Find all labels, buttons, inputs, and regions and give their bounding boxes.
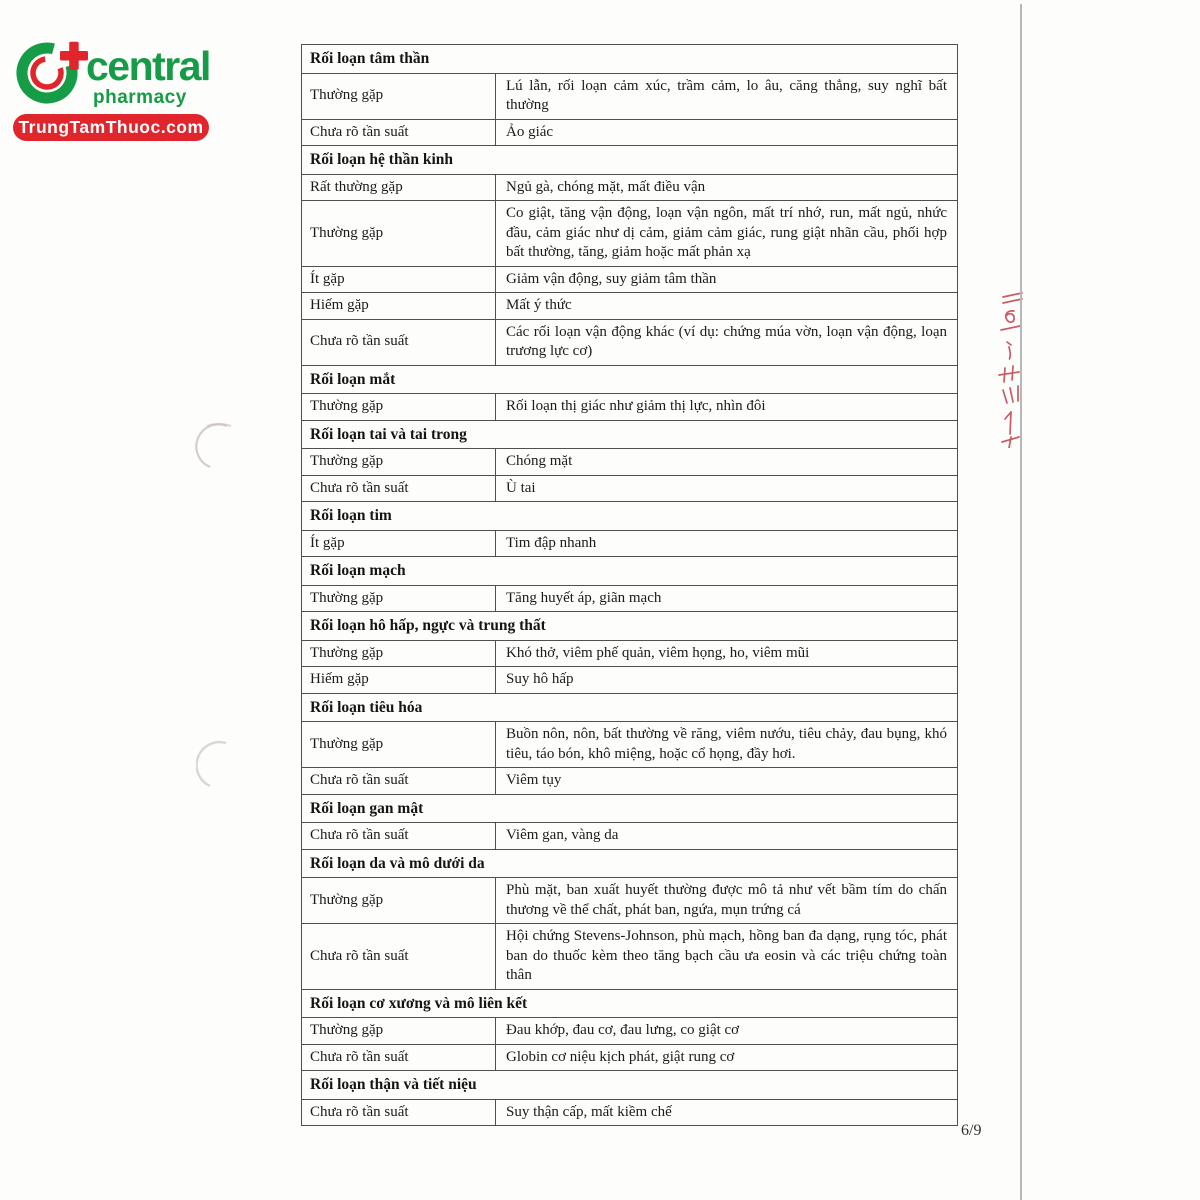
- table-row: [302, 266, 958, 293]
- table-row: [302, 530, 958, 557]
- frequency-cell: Thường gặp: [302, 640, 496, 667]
- frequency-cell: Thường gặp: [302, 449, 496, 476]
- description-cell: Đau khớp, đau cơ, đau lưng, co giật cơ: [496, 1018, 958, 1045]
- description-cell: Mất ý thức: [496, 293, 958, 320]
- section-title: Rối loạn mắt: [302, 365, 958, 394]
- table-row: [302, 768, 958, 795]
- section-title: Rối loạn tiêu hóa: [302, 693, 958, 722]
- section-header-row: [302, 612, 958, 641]
- description-cell: Globin cơ niệu kịch phát, giật rung cơ: [496, 1044, 958, 1071]
- description-cell: Chóng mặt: [496, 449, 958, 476]
- section-header-row: [302, 502, 958, 531]
- logo-website-badge: TrungTamThuoc.com: [13, 114, 209, 141]
- plus-icon: [60, 42, 88, 70]
- section-header-row: [302, 693, 958, 722]
- frequency-cell: Hiếm gặp: [302, 293, 496, 320]
- section-header-row: [302, 45, 958, 74]
- hole-punch-mark-top: [194, 420, 238, 472]
- frequency-cell: Thường gặp: [302, 73, 496, 119]
- description-cell: Tăng huyết áp, giãn mạch: [496, 585, 958, 612]
- section-header-row: [302, 849, 958, 878]
- frequency-cell: Chưa rõ tần suất: [302, 475, 496, 502]
- section-header-row: [302, 420, 958, 449]
- frequency-cell: Ít gặp: [302, 266, 496, 293]
- frequency-cell: Chưa rõ tần suất: [302, 119, 496, 146]
- description-cell: Suy thận cấp, mất kiềm chế: [496, 1099, 958, 1126]
- description-cell: Buồn nôn, nôn, bất thường về răng, viêm nướu, tiêu chảy, đau bụng, khó tiêu, táo bón, khô miệng, hoặc cổ họng, đầy hơi.: [496, 722, 958, 768]
- section-header-row: [302, 365, 958, 394]
- description-cell: Hội chứng Stevens-Johnson, phù mạch, hồng ban đa dạng, rụng tóc, phát ban do thuốc kèm theo tăng bạch cầu ưa eosin và các triệu chứng toàn thân: [496, 924, 958, 990]
- section-title: Rối loạn tim: [302, 502, 958, 531]
- table-row: [302, 475, 958, 502]
- table-row: [302, 823, 958, 850]
- section-title: Rối loạn gan mật: [302, 794, 958, 823]
- table-row: [302, 319, 958, 365]
- frequency-cell: Hiếm gặp: [302, 667, 496, 694]
- logo-tagline-text: pharmacy: [93, 87, 187, 108]
- table-row: [302, 119, 958, 146]
- table-row: [302, 1099, 958, 1126]
- page-number: 6/9: [961, 1122, 982, 1139]
- description-cell: Ù tai: [496, 475, 958, 502]
- description-cell: Phù mặt, ban xuất huyết thường được mô tả như vết bầm tím do chấn thương về thể chất, phát ban, ngứa, mụn trứng cá: [496, 878, 958, 924]
- description-cell: Giảm vận động, suy giảm tâm thần: [496, 266, 958, 293]
- frequency-cell: Thường gặp: [302, 394, 496, 421]
- frequency-cell: Chưa rõ tần suất: [302, 1044, 496, 1071]
- table-row: [302, 640, 958, 667]
- central-pharmacy-logo: [0, 0, 230, 160]
- adverse-effects-table: [301, 44, 958, 1126]
- section-title: Rối loạn tai và tai trong: [302, 420, 958, 449]
- frequency-cell: Thường gặp: [302, 1018, 496, 1045]
- logo-brand-text: central: [86, 43, 210, 89]
- section-title: Rối loạn hệ thần kinh: [302, 146, 958, 175]
- frequency-cell: Chưa rõ tần suất: [302, 768, 496, 795]
- page-edge-line: [1020, 4, 1022, 1200]
- section-title: Rối loạn tâm thần: [302, 45, 958, 74]
- description-cell: Tim đập nhanh: [496, 530, 958, 557]
- description-cell: Co giật, tăng vận động, loạn vận ngôn, mất trí nhớ, run, mất ngủ, nhức đầu, cảm giác như dị cảm, giảm cảm giác, rung giật nhãn cầu, phối hợp bất thường, tăng, giảm hoặc mất phản xạ: [496, 201, 958, 267]
- section-header-row: [302, 989, 958, 1018]
- section-title: Rối loạn cơ xương và mô liên kết: [302, 989, 958, 1018]
- table-row: [302, 174, 958, 201]
- table-row: [302, 667, 958, 694]
- section-header-row: [302, 1071, 958, 1100]
- section-header-row: [302, 794, 958, 823]
- frequency-cell: Chưa rõ tần suất: [302, 823, 496, 850]
- description-cell: Lú lẫn, rối loạn cảm xúc, trầm cảm, lo âu, căng thẳng, suy nghĩ bất thường: [496, 73, 958, 119]
- section-title: Rối loạn hô hấp, ngực và trung thất: [302, 612, 958, 641]
- section-title: Rối loạn thận và tiết niệu: [302, 1071, 958, 1100]
- table-row: [302, 878, 958, 924]
- description-cell: Ngủ gà, chóng mặt, mất điều vận: [496, 174, 958, 201]
- frequency-cell: Thường gặp: [302, 722, 496, 768]
- table-row: [302, 924, 958, 990]
- frequency-cell: Chưa rõ tần suất: [302, 1099, 496, 1126]
- table-row: [302, 201, 958, 267]
- table-row: [302, 722, 958, 768]
- section-header-row: [302, 146, 958, 175]
- section-title: Rối loạn da và mô dưới da: [302, 849, 958, 878]
- table-row: [302, 293, 958, 320]
- frequency-cell: Chưa rõ tần suất: [302, 319, 496, 365]
- table-row: [302, 1018, 958, 1045]
- table-row: [302, 585, 958, 612]
- description-cell: Khó thở, viêm phế quản, viêm họng, ho, viêm mũi: [496, 640, 958, 667]
- description-cell: Ảo giác: [496, 119, 958, 146]
- table-row: [302, 73, 958, 119]
- frequency-cell: Thường gặp: [302, 585, 496, 612]
- section-title: Rối loạn mạch: [302, 557, 958, 586]
- description-cell: Viêm tụy: [496, 768, 958, 795]
- table-row: [302, 449, 958, 476]
- frequency-cell: Chưa rõ tần suất: [302, 924, 496, 990]
- frequency-cell: Ít gặp: [302, 530, 496, 557]
- table-row: [302, 1044, 958, 1071]
- hole-punch-mark-bottom: [196, 740, 236, 792]
- frequency-cell: Thường gặp: [302, 878, 496, 924]
- description-cell: Suy hô hấp: [496, 667, 958, 694]
- frequency-cell: Rất thường gặp: [302, 174, 496, 201]
- description-cell: Viêm gan, vàng da: [496, 823, 958, 850]
- description-cell: Các rối loạn vận động khác (ví dụ: chứng múa vờn, loạn vận động, loạn trương lực cơ): [496, 319, 958, 365]
- description-cell: Rối loạn thị giác như giảm thị lực, nhìn đôi: [496, 394, 958, 421]
- section-header-row: [302, 557, 958, 586]
- adverse-effects-table-body: [302, 45, 958, 1126]
- frequency-cell: Thường gặp: [302, 201, 496, 267]
- table-row: [302, 394, 958, 421]
